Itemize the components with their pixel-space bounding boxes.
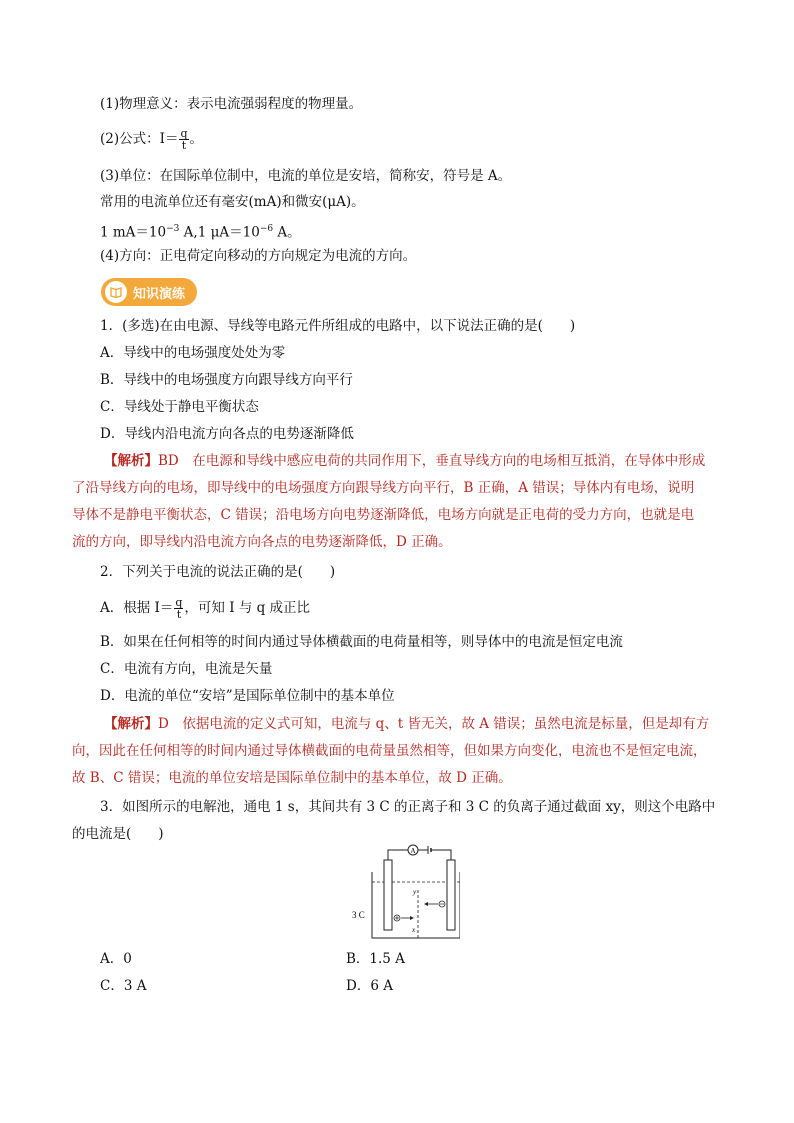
formula-prefix: (2)公式：I＝ (100, 131, 179, 147)
circuit-wire-right (431, 850, 451, 860)
q2-stem: 2．下列关于电流的说法正确的是( ) (100, 564, 336, 580)
conversion-part-c: A。 (273, 224, 301, 241)
charge-label: 3 C (352, 910, 365, 920)
q2-option-a-denominator: t (176, 608, 182, 621)
formula-fraction (179, 128, 188, 151)
q3-option-c: C．3 A (100, 978, 147, 994)
book-icon (105, 281, 127, 303)
conversion-line (100, 219, 301, 243)
q2-analysis-tag: 【解析】 (104, 716, 158, 732)
common-units-line: 常用的电流单位还有毫安(mA)和微安(μA)。 (100, 194, 365, 210)
formula-numerator: q (180, 127, 188, 140)
q2-option-a (100, 597, 310, 620)
q2-option-d: D．电流的单位“安培”是国际单位制中的基本单位 (100, 688, 395, 704)
q1-option-d: D．导线内沿电流方向各点的电势逐渐降低 (100, 426, 354, 442)
q3-option-b: B．1.5 A (346, 951, 405, 967)
q1-analysis-line-2: 了沿导线方向的电场，即导线中的电场强度方向跟导线方向平行，B 正确，A 错误；导体内有电场，说明 (72, 480, 695, 496)
q2-analysis-text-1: D 依据电流的定义式可知，电流与 q、t 皆无关，故 A 错误；虽然电流是标量，但是却有方 (158, 716, 710, 732)
conversion-exp-b: −6 (259, 224, 274, 234)
q3-stem-line-1: 3．如图所示的电解池，通电 1 s，其间共有 3 C 的正离子和 3 C 的负离子通过截面 xy，则这个电路中 (100, 799, 716, 815)
q2-option-a-numerator: q (175, 596, 183, 609)
q1-analysis-text-1: BD 在电源和导线中感应电荷的共同作用下，垂直导线方向的电场相互抵消，在导体中形成 (158, 453, 706, 469)
direction-line: (4)方向：正电荷定向移动的方向规定为电流的方向。 (100, 248, 417, 264)
conversion-part-b: A,1 μA＝10 (179, 224, 260, 241)
section-badge-label: 知识演练 (133, 286, 186, 302)
q2-analysis-line-2: 向，因此在任何相等的时间内通过导体横截面的电荷量虽然相等，但如果方向变化，电流也不是恒定电流， (72, 743, 707, 759)
electrolysis-cell-figure (350, 842, 460, 942)
formula-line (100, 128, 203, 151)
q2-analysis-line-3: 故 B、C 错误；电流的单位安培是国际单位制中的基本单位，故 D 正确。 (72, 770, 512, 786)
q1-analysis-line-1 (104, 451, 705, 471)
circuit-wire-left (388, 850, 408, 860)
q1-option-b: B．导线中的电场强度方向跟导线方向平行 (100, 372, 353, 388)
section-badge (101, 278, 197, 306)
meaning-line: (1)物理意义：表示电流强弱程度的物理量。 (100, 96, 363, 112)
q3-stem-line-2: 的电流是( ) (72, 826, 164, 842)
q1-analysis-line-3: 导体不是静电平衡状态，C 错误；沿电场方向电势逐渐降低，电场方向就是正电荷的受力方向，也就是电 (72, 507, 695, 523)
unit-line: (3)单位：在国际单位制中，电流的单位是安培，简称安，符号是 A。 (100, 168, 512, 184)
q1-analysis-line-4: 流的方向，即导线内沿电流方向各点的电势逐渐降低，D 正确。 (72, 534, 452, 550)
q1-option-a: A．导线中的电场强度处处为零 (100, 345, 286, 361)
q1-analysis-tag: 【解析】 (104, 453, 158, 469)
q1-option-c: C．导线处于静电平衡状态 (100, 399, 259, 415)
q3-option-a: A．0 (100, 951, 132, 967)
conversion-part-a: 1 mA＝10 (100, 224, 167, 241)
formula-denominator: t (181, 139, 187, 152)
q2-option-b: B．如果在任何相等的时间内通过导体横截面的电荷量相等，则导体中的电流是恒定电流 (100, 634, 623, 650)
q2-option-a-fraction (174, 597, 183, 620)
right-electrode (447, 860, 455, 930)
x-label: x (412, 926, 416, 934)
conversion-exp-a: −3 (166, 224, 180, 234)
q2-option-a-prefix: A．根据 I＝ (100, 600, 174, 616)
q3-option-d: D．6 A (346, 978, 393, 994)
q1-stem: 1．(多选)在由电源、导线等电路元件所组成的电路中，以下说法正确的是( ) (100, 318, 576, 334)
q2-option-c: C．电流有方向，电流是矢量 (100, 661, 273, 677)
y-label: y (413, 888, 417, 896)
formula-suffix: 。 (189, 131, 204, 147)
q2-option-a-suffix: ，可知 I 与 q 成正比 (184, 600, 311, 616)
left-electrode (384, 860, 392, 930)
q2-analysis-line-1 (104, 714, 709, 734)
ammeter-label: A (410, 847, 416, 855)
